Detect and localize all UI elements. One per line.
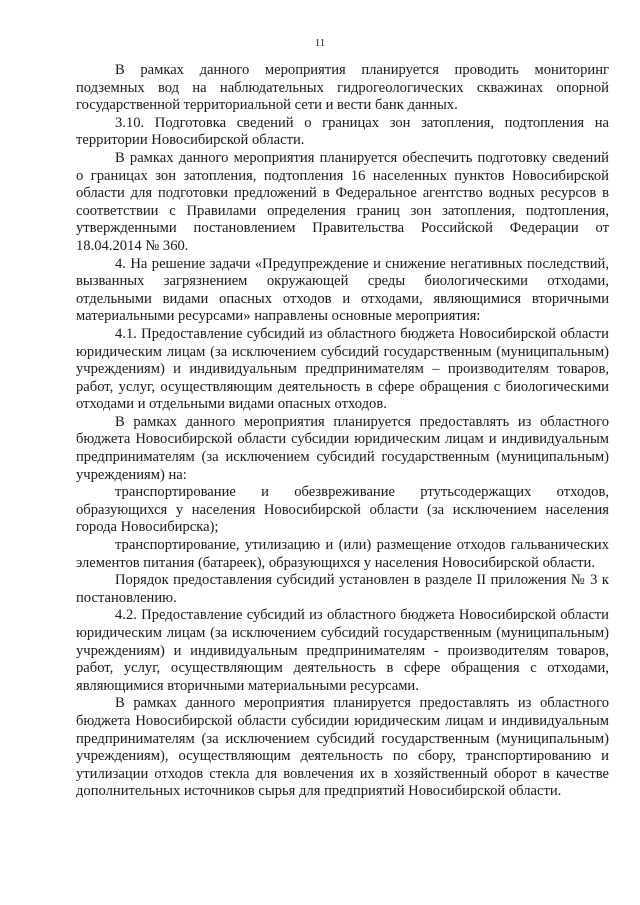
paragraph-battery-waste: транспортирование, утилизацию и (или) размещение отходов гальванических элементов питания (батареек), образующихся у населения Новосибирской области. [76,537,609,571]
paragraph-flood-zone-info: В рамках данного мероприятия планируется обеспечить подготовку сведений о границах зон затопления, подтопления 16 населенных пунктов Новосибирской области для подготовки предложений в Федеральное агентство водных ресурсов в соответствии с Правилами определения границ зон затопления, подтопления, утвержденными постановлением Правительства Российской Федерации от 18.04.2014 № 360. [76,149,609,254]
paragraph-item-4: 4. На решение задачи «Предупреждение и снижение негативных последствий, вызванных загрязнением окружающей среды биологическими отходами, отдельными видами опасных отходов и отходами, являющимися вторичными материальными ресурсами» направлены основные мероприятия: [76,255,609,325]
page-number: 11 [314,37,326,49]
paragraph-subsidies-4-1: В рамках данного мероприятия планируется предоставлять из областного бюджета Новосибирской области субсидии юридическим лицам и индивидуальным предпринимателям (за исключением субсидий государственным (муниципальным) учреждениям) на: [76,413,609,483]
paragraph-item-3-10: 3.10. Подготовка сведений о границах зон затопления, подтопления на территории Новосибирской области. [76,114,609,149]
paragraph-subsidy-procedure: Порядок предоставления субсидий установлен в разделе II приложения № 3 к постановлению. [76,572,609,606]
paragraph-item-4-1: 4.1. Предоставление субсидий из областного бюджета Новосибирской области юридическим лицам (за исключением субсидий государственным (муниципальным) учреждениям) и индивидуальным предпринимателям – производителям товаров, работ, услуг, осуществляющим деятельность в сфере обращения с биологическими отходами и отдельными видами опасных отходов. [76,325,609,413]
paragraph-groundwater-monitoring: В рамках данного мероприятия планируется проводить мониторинг подземных вод на наблюдательных гидрогеологических скважинах опорной государственной территориальной сети и вести банк данных. [76,62,609,114]
paragraph-mercury-waste: транспортирование и обезвреживание ртутьсодержащих отходов, образующихся у населения Новосибирской области (за исключением населения города Новосибирска); [76,484,609,536]
paragraph-item-4-2: 4.2. Предоставление субсидий из областного бюджета Новосибирской области юридическим лицам (за исключением субсидий государственным (муниципальным) учреждениям) и индивидуальным предпринимателям - производителям товаров, работ, услуг, осуществляющим деятельность в сфере обращения с отходами, являющимися вторичными материальными ресурсами. [76,607,609,694]
document-body [76,62,609,801]
paragraph-glass-recycling: В рамках данного мероприятия планируется предоставлять из областного бюджета Новосибирской области субсидии юридическим лицам и индивидуальным предпринимателям (за исключением субсидий государственным (муниципальным) учреждениям), осуществляющим деятельность по сбору, транспортированию и утилизации отходов стекла для вовлечения их в хозяйственный оборот в качестве дополнительных источников сырья для предприятий Новосибирской области. [76,695,609,800]
